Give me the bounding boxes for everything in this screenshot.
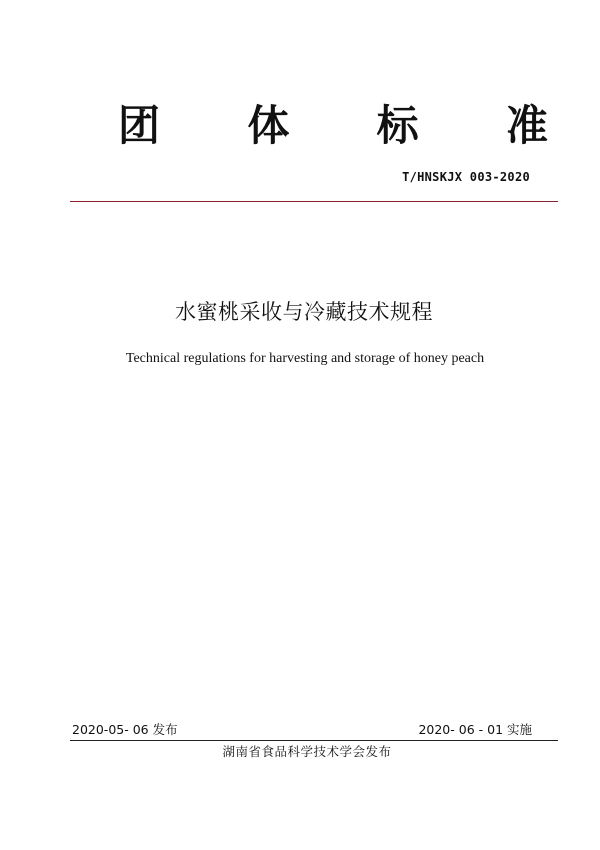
header-divider (70, 201, 558, 202)
document-title-english: Technical regulations for harvesting and storage of honey peach (125, 351, 485, 366)
standard-type-char: 体 (247, 101, 290, 150)
standard-type-char: 标 (376, 101, 419, 150)
standard-code: T/HNSKJX 003-2020 (402, 170, 530, 184)
document-title-chinese: 水蜜桃采收与冷藏技术规程 (175, 300, 433, 324)
standard-type-char: 团 (118, 101, 161, 150)
implementation-date: 2020- 06 - 01 实施 (418, 722, 532, 737)
standard-type-heading (118, 100, 548, 152)
footer-divider (70, 740, 558, 741)
publisher: 湖南省食品科学技术学会发布 (222, 744, 392, 759)
issue-date: 2020-05- 06 发布 (72, 722, 178, 737)
standard-type-char: 准 (505, 101, 548, 150)
